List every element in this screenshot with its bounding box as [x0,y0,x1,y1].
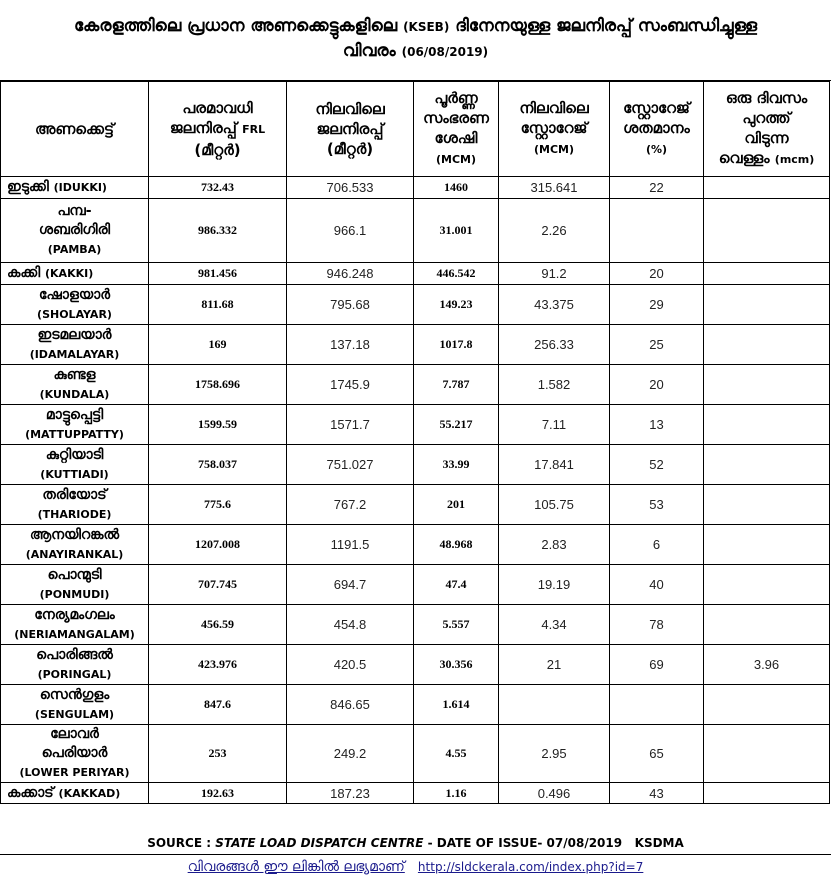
dam-name-en: (LOWER PERIYAR) [19,766,130,779]
page-title [0,0,831,81]
storage-percent-cell: 13 [610,405,704,445]
table-row [1,199,830,263]
storage-cell: 315.641 [499,177,610,199]
outflow-cell [704,405,830,445]
frl-cell: 981.456 [149,263,287,285]
storage-cell: 0.496 [499,783,610,804]
gross-capacity-cell: 201 [414,485,499,525]
frl-cell: 986.332 [149,199,287,263]
storage-percent-cell: 52 [610,445,704,485]
storage-percent-cell: 65 [610,725,704,783]
frl-cell: 707.745 [149,565,287,605]
title-date: (06/08/2019) [401,45,489,59]
table-row [1,325,830,365]
level-cell: 249.2 [287,725,414,783]
level-cell: 706.533 [287,177,414,199]
header-current-storage: നിലവിലെ സ്റ്റോറേജ് (MCM) [499,82,610,177]
dam-name-ml: ലോവർ പെരിയാർ [41,726,108,761]
title-kseb: (KSEB) [403,20,450,34]
source-link[interactable]: http://sldckerala.com/index.php?id=7 [417,860,644,874]
storage-percent-cell [610,199,704,263]
storage-cell: 105.75 [499,485,610,525]
storage-cell: 19.19 [499,565,610,605]
dam-name-en: (ANAYIRANKAL) [25,547,124,561]
frl-cell: 1758.696 [149,365,287,405]
dam-name-ml: തരിയോട് [42,486,107,503]
dam-name-ml: സെൻഗുളം [39,686,110,703]
dam-name-en: (NERIAMANGALAM) [14,627,135,641]
frl-cell: 775.6 [149,485,287,525]
table-row [1,605,830,645]
dam-name-en: (SHOLAYAR) [37,307,112,321]
header-daily-outflow: ഒരു ദിവസം പുറത്ത് വിടുന്ന വെള്ളം (mcm) [704,82,830,177]
gross-capacity-cell: 149.23 [414,285,499,325]
dam-rows [1,177,830,804]
table-row [1,285,830,325]
outflow-cell [704,325,830,365]
table-row [1,783,830,804]
table-row [1,405,830,445]
gross-capacity-cell: 446.542 [414,263,499,285]
frl-cell: 169 [149,325,287,365]
title-text-c: ദിനേനയുള്ള ജലനിരപ്പ് സംബന്ധിച്ചുള്ള [455,16,758,36]
dam-name-cell [1,565,149,605]
gross-capacity-cell: 4.55 [414,725,499,783]
level-cell: 137.18 [287,325,414,365]
dam-name-cell [1,405,149,445]
header-dam: അണക്കെട്ട് [1,82,149,177]
gross-capacity-cell: 33.99 [414,445,499,485]
storage-cell: 7.11 [499,405,610,445]
level-cell: 420.5 [287,645,414,685]
title-line-2 [0,41,831,61]
dam-name-cell [1,725,149,783]
dam-name-cell [1,445,149,485]
dam-name-ml: പമ്പ- ശബരിഗിരി [38,203,111,238]
gross-capacity-cell: 1460 [414,177,499,199]
dam-name-ml: പൊന്മുടി [47,566,102,583]
storage-percent-cell: 25 [610,325,704,365]
level-cell: 946.248 [287,263,414,285]
dam-name-cell [1,645,149,685]
issue-date: - DATE OF ISSUE- 07/08/2019 [427,836,623,850]
storage-cell: 91.2 [499,263,610,285]
header-current-level: നിലവിലെ ജലനിരപ്പ് (മീറ്റർ) [287,82,414,177]
storage-cell: 256.33 [499,325,610,365]
table-row [1,525,830,565]
outflow-cell [704,445,830,485]
frl-cell: 732.43 [149,177,287,199]
source-org: STATE LOAD DISPATCH CENTRE [215,836,424,850]
storage-cell: 2.26 [499,199,610,263]
gross-capacity-cell: 1.16 [414,783,499,804]
dam-name-cell [1,263,149,285]
storage-percent-cell: 29 [610,285,704,325]
header-frl: പരമാവധി ജലനിരപ്പ് FRL (മീറ്റർ) [149,82,287,177]
storage-cell: 43.375 [499,285,610,325]
dam-name-en: (KUTTIADI) [40,467,109,481]
header-row [1,82,830,177]
title-vivaram: വിവരം [342,41,396,61]
storage-percent-cell: 20 [610,365,704,405]
gross-capacity-cell: 1017.8 [414,325,499,365]
dam-name-ml: കക്കാട് [7,784,54,801]
dam-name-cell [1,177,149,199]
dam-name-ml: നേര്യമംഗലം [34,606,115,623]
dam-name-cell [1,685,149,725]
dam-name-cell [1,605,149,645]
outflow-cell: 3.96 [704,645,830,685]
storage-cell: 17.841 [499,445,610,485]
outflow-cell [704,725,830,783]
storage-percent-cell: 69 [610,645,704,685]
table-row [1,177,830,199]
gross-capacity-cell: 55.217 [414,405,499,445]
gross-capacity-cell: 31.001 [414,199,499,263]
level-cell: 966.1 [287,199,414,263]
gross-capacity-cell: 1.614 [414,685,499,725]
frl-cell: 1599.59 [149,405,287,445]
dam-name-en: (MATTUPPATTY) [25,427,124,441]
outflow-cell [704,485,830,525]
storage-percent-cell: 53 [610,485,704,525]
storage-cell [499,685,610,725]
table-row [1,645,830,685]
dam-name-cell [1,285,149,325]
agency: KSDMA [634,836,684,850]
storage-percent-cell: 78 [610,605,704,645]
dam-name-en: (IDAMALAYAR) [29,347,120,361]
dam-name-en: (KAKKAD) [58,786,121,800]
level-cell: 454.8 [287,605,414,645]
dam-name-cell [1,199,149,263]
outflow-cell [704,685,830,725]
frl-cell: 423.976 [149,645,287,685]
storage-cell: 2.95 [499,725,610,783]
outflow-cell [704,263,830,285]
gross-capacity-cell: 5.557 [414,605,499,645]
table-row [1,485,830,525]
dam-name-en: (IDUKKI) [53,181,107,194]
outflow-cell [704,177,830,199]
outflow-cell [704,199,830,263]
storage-percent-cell [610,685,704,725]
dam-name-ml: ആനയിറങ്കൽ [29,526,120,543]
frl-cell: 456.59 [149,605,287,645]
storage-percent-cell: 43 [610,783,704,804]
header-gross-storage: പൂർണ്ണ സംഭരണ ശേഷി (MCM) [414,82,499,177]
dam-name-en: (PONMUDI) [39,587,110,601]
outflow-cell [704,285,830,325]
storage-percent-cell: 22 [610,177,704,199]
dam-name-en: (PAMBA) [47,243,102,256]
table-row [1,365,830,405]
table-row [1,263,830,285]
header-storage-percent: സ്റ്റോറേജ് ശതമാനം (%) [610,82,704,177]
dam-name-ml: കുണ്ടള [53,366,96,383]
outflow-cell [704,525,830,565]
frl-cell: 192.63 [149,783,287,804]
dam-name-ml: ഇടമലയാർ [37,326,112,343]
storage-percent-cell: 20 [610,263,704,285]
dam-name-en: (KAKKI) [45,267,94,280]
dam-table [0,81,830,804]
dam-name-cell [1,525,149,565]
frl-cell: 758.037 [149,445,287,485]
dam-name-en: (THARIODE) [37,507,112,521]
gross-capacity-cell: 48.968 [414,525,499,565]
dam-name-cell [1,783,149,804]
storage-cell: 4.34 [499,605,610,645]
dam-name-ml: ഇടുക്കി [7,179,49,195]
link-caption: വിവരങ്ങൾ ഈ ലിങ്കിൽ ലഭ്യമാണ് [187,859,405,875]
outflow-cell [704,783,830,804]
level-cell: 694.7 [287,565,414,605]
level-cell: 1571.7 [287,405,414,445]
dam-name-en: (SENGULAM) [34,707,115,721]
level-cell: 187.23 [287,783,414,804]
outflow-cell [704,605,830,645]
dam-name-cell [1,365,149,405]
gross-capacity-cell: 7.787 [414,365,499,405]
frl-cell: 253 [149,725,287,783]
dam-name-en: (PORINGAL) [37,667,112,681]
title-line-1 [0,16,831,36]
frl-cell: 811.68 [149,285,287,325]
level-cell: 1745.9 [287,365,414,405]
storage-cell: 1.582 [499,365,610,405]
dam-name-ml: കക്കി [7,265,41,281]
level-cell: 846.65 [287,685,414,725]
frl-cell: 847.6 [149,685,287,725]
dam-name-ml: പൊരിങ്ങൽ [36,646,113,663]
frl-cell: 1207.008 [149,525,287,565]
level-cell: 751.027 [287,445,414,485]
dam-name-en: (KUNDALA) [39,387,110,401]
dam-name-cell [1,325,149,365]
outflow-cell [704,365,830,405]
dam-name-ml: കുറ്റിയാടി [45,446,104,463]
link-line [0,856,831,877]
title-text-a: കേരളത്തിലെ പ്രധാന അണക്കെട്ടുകളിലെ [73,16,398,36]
level-cell: 1191.5 [287,525,414,565]
gross-capacity-cell: 47.4 [414,565,499,605]
dam-name-ml: ഷോളയാർ [38,286,111,303]
table-row [1,565,830,605]
storage-cell: 21 [499,645,610,685]
gross-capacity-cell: 30.356 [414,645,499,685]
dam-name-cell [1,485,149,525]
outflow-cell [704,565,830,605]
table-row [1,725,830,783]
source-line: SOURCE : STATE LOAD DISPATCH CENTRE - DATE OF ISSUE- 07/08/2019 KSDMA [0,836,831,855]
table-row [1,685,830,725]
dam-name-ml: മാട്ടുപ്പെട്ടി [45,406,104,423]
storage-percent-cell: 40 [610,565,704,605]
storage-percent-cell: 6 [610,525,704,565]
table-row [1,445,830,485]
storage-cell: 2.83 [499,525,610,565]
level-cell: 767.2 [287,485,414,525]
level-cell: 795.68 [287,285,414,325]
